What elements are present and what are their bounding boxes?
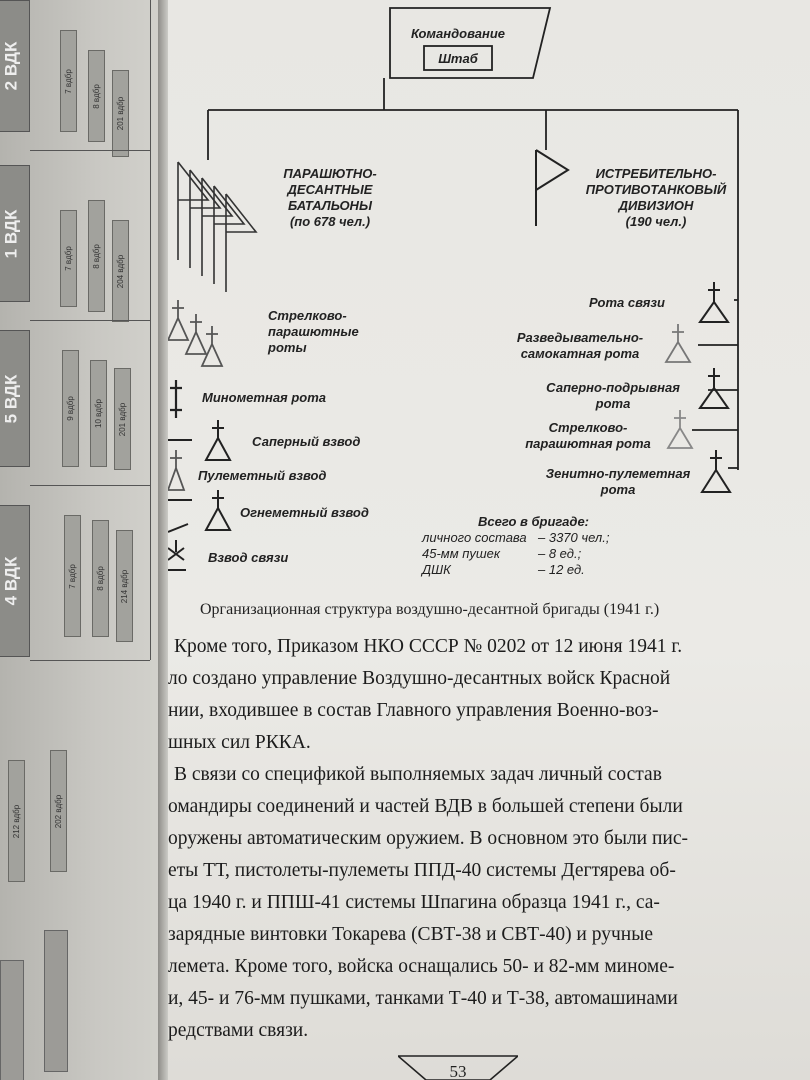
left-unit-label: Пулеметный взвод [198, 468, 327, 483]
signal-platoon-icon [168, 524, 188, 570]
brigade-box: 7 вдбр [64, 515, 81, 637]
text-line: Кроме того, Приказом НКО СССР № 0202 от 12 июня 1941 г. [174, 636, 683, 657]
command-label: Командование [410, 26, 506, 41]
brigade-box: 201 вдбр [112, 70, 129, 157]
brigade-box: 201 вдбр [114, 368, 131, 470]
page-footer [398, 1052, 518, 1080]
text-line: зарядные винтовки Токарева (СВТ-38 и СВТ-40) и ручные [168, 924, 653, 945]
machinegun-platoon-icon [168, 450, 184, 490]
left-unit-label: Стрелково- парашютные роты [268, 308, 359, 355]
brigade-box: 8 вдбр [88, 200, 105, 312]
left-unit-label: Саперный взвод [252, 434, 361, 449]
parachute-company-icon [668, 410, 692, 448]
antitank-label: ИСТРЕБИТЕЛЬНО- ПРОТИВОТАНКОВЫЙ ДИВИЗИОН (190 чел.) [585, 166, 727, 229]
connector-line [30, 150, 150, 151]
antitank-flag-icon [536, 150, 568, 226]
text-line: ло создано управление Воздушно-десантных войск Красной [168, 668, 671, 689]
brigade-box: 204 вдбр [112, 220, 129, 322]
left-unit-label: Взвод связи [208, 550, 289, 565]
connector-line [150, 0, 151, 660]
figure-caption: Организационная структура воздушно-десантной бригады (1941 г.) [200, 601, 660, 618]
left-unit-label: Минометная рота [202, 390, 326, 405]
connector-line [30, 320, 150, 321]
command-box [390, 8, 550, 78]
staff-label: Штаб [438, 51, 478, 66]
text-line: оружены автоматическим оружием. В основном это были пис- [168, 828, 689, 849]
text-line: омандиры соединений и частей ВДВ в большей степени были [168, 796, 683, 817]
partial-box [0, 960, 24, 1080]
sapper-platoon-icon [168, 420, 230, 460]
brigade-box: 202 вдбр [50, 750, 67, 872]
battalion-flags-icon [178, 162, 256, 292]
brigade-box: 7 вдбр [60, 30, 77, 132]
connector-line [30, 660, 150, 661]
text-line: шных сил РККА. [168, 732, 311, 753]
rifle-company-icon [168, 300, 222, 366]
right-unit-label: Зенитно-пулеметная рота [545, 466, 691, 497]
right-unit-label: Разведывательно- самокатная рота [516, 330, 644, 361]
demolition-company-icon [700, 368, 728, 408]
flamethrower-platoon-icon [168, 490, 230, 530]
signal-company-icon [700, 282, 728, 322]
text-line: еты ТТ, пистолеты-пулеметы ППД-40 системы Дегтярева об- [168, 860, 676, 881]
mortar-company-icon [170, 380, 182, 418]
text-line: лемета. Кроме того, войска оснащались 50- и 82-мм миноме- [168, 956, 675, 977]
brigade-box: 8 вдбр [92, 520, 109, 637]
brigade-box: 7 вдбр [60, 210, 77, 307]
text-line: нии, входившее в состав Главного управления Военно-воз- [168, 700, 659, 721]
text-line: ца 1940 г. и ППШ-41 системы Шпагина образца 1941 г., са- [168, 892, 660, 913]
right-unit-label: Рота связи [589, 295, 665, 310]
previous-page-fragment [0, 0, 162, 1080]
brigade-box: 8 вдбр [88, 50, 105, 142]
partial-box [44, 930, 68, 1072]
division-box: 5 ВДК [0, 330, 30, 467]
division-box: 1 ВДК [0, 165, 30, 302]
text-line: В связи со спецификой выполняемых задач личный состав [174, 764, 662, 785]
division-box: 4 ВДК [0, 505, 30, 657]
text-line: редствами связи. [168, 1020, 309, 1041]
text-line: и, 45- и 76-мм пушками, танками Т-40 и Т-38, автомашинами [168, 988, 678, 1009]
division-box: 2 ВДК [0, 0, 30, 132]
right-unit-label: Стрелково- парашютная рота [525, 420, 651, 451]
brigade-box: 9 вдбр [62, 350, 79, 467]
brigade-box: 212 вдбр [8, 760, 25, 882]
page-number: 53 [449, 1062, 467, 1080]
org-structure-diagram [168, 0, 810, 600]
brigade-box: 214 вдбр [116, 530, 133, 642]
right-unit-label: Саперно-подрывная рота [546, 380, 680, 411]
connector-line [30, 485, 150, 486]
brigade-totals: Всего в бригаде: личного состава – 3370 чел.; 45-мм пушек – 8 ед.; ДШК – 12 ед. [422, 514, 610, 577]
book-page [168, 0, 810, 1080]
battalions-label: ПАРАШЮТНО- ДЕСАНТНЫЕ БАТАЛЬОНЫ (по 678 чел.) [283, 166, 377, 229]
brigade-box: 10 вдбр [90, 360, 107, 467]
left-unit-label: Огнеметный взвод [240, 505, 369, 520]
